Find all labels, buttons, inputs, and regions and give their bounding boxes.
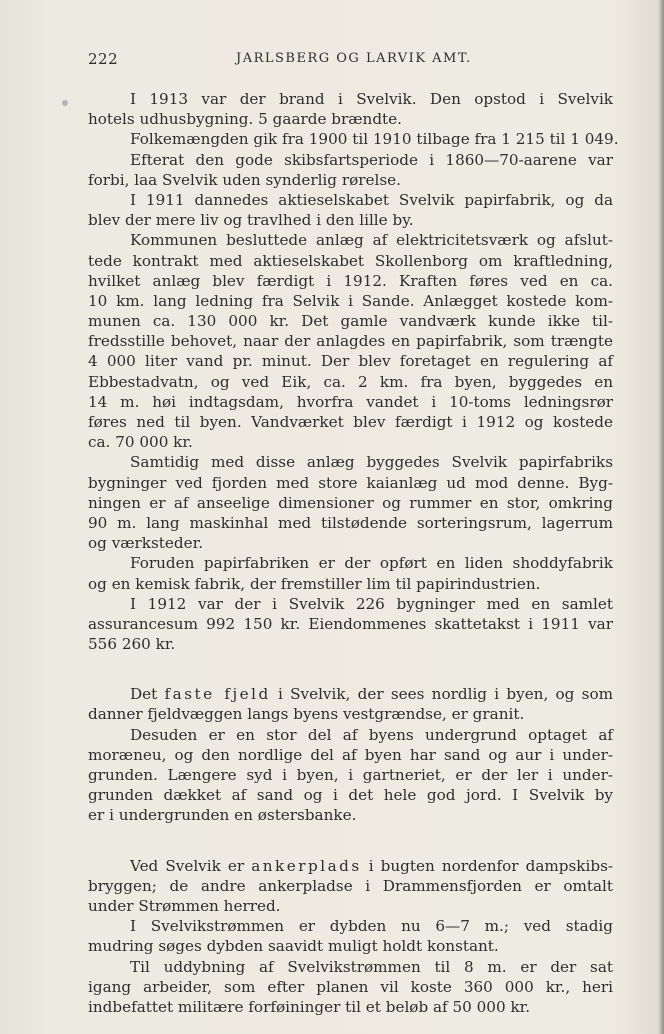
paragraph xyxy=(88,725,613,826)
page-edge-shadow xyxy=(658,0,664,1034)
text-line: I 1911 dannedes aktieselskabet Svelvik papirfabrik, og da xyxy=(130,190,613,209)
text-line: forbi, laa Svelvik uden synderlig rørelse. xyxy=(88,170,401,189)
paragraph xyxy=(88,230,613,452)
running-title: JARLSBERG OG LARVIK AMT. xyxy=(236,51,472,66)
spaced-emphasis: faste fjeld xyxy=(164,685,271,704)
text-line: Samtidig med disse anlæg byggedes Svelvik papirfabriks xyxy=(130,453,613,472)
text-fragment: i Svelvik, der sees nordlig i byen, og som xyxy=(270,685,613,704)
text-line: munen ca. 130 000 kr. Det gamle vandværk kunde ikke til- xyxy=(88,312,613,331)
text-line: moræneu, og den nordlige del af byen har sand og aur i under- xyxy=(88,745,613,764)
text-fragment: i bugten nordenfor dampskibs- xyxy=(361,856,613,875)
text-line: føres ned til byen. Vandværket blev færdigt i 1912 og kostede xyxy=(88,413,613,431)
text-line: er i undergrunden en østersbanke. xyxy=(88,806,357,825)
paragraph xyxy=(88,553,613,593)
text-line: bygninger ved fjorden med store kaianlæg ud mod denne. Byg- xyxy=(88,473,613,492)
text-line: igang arbeider, som efter planen vil koste 360 000 kr., heri xyxy=(88,977,613,996)
page-number: 222 xyxy=(88,50,119,68)
paragraph xyxy=(88,594,613,655)
section-gap xyxy=(88,654,613,684)
text-line: Ebbestadvatn, og ved Eik, ca. 2 km. fra byen, byggedes en xyxy=(88,372,613,391)
paragraph xyxy=(88,856,613,917)
paragraph xyxy=(88,957,613,1018)
running-head xyxy=(88,50,613,70)
ink-smudge xyxy=(62,100,68,106)
text-line: assurancesum 992 150 kr. Eiendommenes skattetakst i 1911 var xyxy=(88,614,613,633)
text-line: mudring søges dybden saavidt muligt holdt konstant. xyxy=(88,937,499,956)
text-line: blev der mere liv og travlhed i den lille by. xyxy=(88,211,414,230)
text-line: I 1912 var der i Svelvik 226 bygninger med en samlet xyxy=(130,594,613,613)
text-line: Kommunen besluttede anlæg af elektricitetsværk og afslut- xyxy=(130,231,613,250)
text-line: I 1913 var der brand i Svelvik. Den opstod i Svelvik xyxy=(130,90,613,108)
text-line: 556 260 kr. xyxy=(88,635,176,654)
text-line: og værksteder. xyxy=(88,534,204,553)
text-line: Folkemængden gik fra 1900 til 1910 tilbage fra 1 215 til 1 049. xyxy=(130,130,619,149)
text-fragment: Det xyxy=(130,685,165,704)
text-line: grunden. Længere syd i byen, i gartneriet, er der ler i under- xyxy=(88,766,613,784)
text-line: 90 m. lang maskinhal med tilstødende sorteringsrum, lagerrum xyxy=(88,513,613,532)
text-line: Desuden er en stor del af byens undergrund optaget af xyxy=(130,725,613,744)
text-line: Efterat den gode skibsfartsperiode i 1860—70-aarene var xyxy=(130,150,613,169)
text-line: hotels udhusbygning. 5 gaarde brændte. xyxy=(88,110,402,129)
paragraph xyxy=(88,129,619,149)
text-line: I Svelvikstrømmen er dybden nu 6—7 m.; ved stadig xyxy=(130,917,613,936)
text-line: og en kemisk fabrik, der fremstiller lim til papirindustrien. xyxy=(88,574,541,593)
body-text xyxy=(88,89,619,1017)
text-line: hvilket anlæg blev færdigt i 1912. Kraften føres ved en ca. xyxy=(88,271,613,290)
text-line: 10 km. lang ledning fra Selvik i Sande. Anlægget kostede kom- xyxy=(88,291,613,310)
text-line: indbefattet militære forføininger til et beløb af 50 000 kr. xyxy=(88,997,531,1016)
paragraph xyxy=(88,452,613,553)
text-line: 14 m. høi indtagsdam, hvorfra vandet i 10-toms ledningsrør xyxy=(88,392,613,411)
text-line xyxy=(88,856,613,876)
paragraph xyxy=(88,916,613,956)
text-line: 4 000 liter vand pr. minut. Der blev foretaget en regulering af xyxy=(88,352,613,371)
text-line: under Strømmen herred. xyxy=(88,896,281,915)
text-line: fredsstille behovet, naar der anlagdes en papirfabrik, som trængte xyxy=(88,332,613,351)
section-gap xyxy=(88,826,613,856)
text-line: ca. 70 000 kr. xyxy=(88,433,193,452)
text-line: bryggen; de andre ankerpladse i Drammensfjorden er omtalt xyxy=(88,876,613,895)
text-line xyxy=(88,684,613,704)
text-line: grunden dækket af sand og i det hele god jord. I Svelvik by xyxy=(88,786,613,805)
paragraph xyxy=(88,150,613,190)
paragraph xyxy=(88,684,613,724)
text-line: ningen er af anseelige dimensioner og rummer en stor, omkring xyxy=(88,493,613,512)
text-line: Foruden papirfabriken er der opført en liden shoddyfabrik xyxy=(130,554,613,573)
paragraph xyxy=(88,190,613,230)
text-line: tede kontrakt med aktieselskabet Skollenborg om kraftledning, xyxy=(88,251,613,270)
spaced-emphasis: ankerplads xyxy=(251,856,362,875)
text-fragment: Ved Svelvik er xyxy=(130,856,252,875)
text-line: danner fjeldvæggen langs byens vestgrændse, er granit. xyxy=(88,705,525,724)
text-line: Til uddybning af Svelvikstrømmen til 8 m. er der sat xyxy=(130,957,613,976)
paragraph xyxy=(88,89,613,129)
